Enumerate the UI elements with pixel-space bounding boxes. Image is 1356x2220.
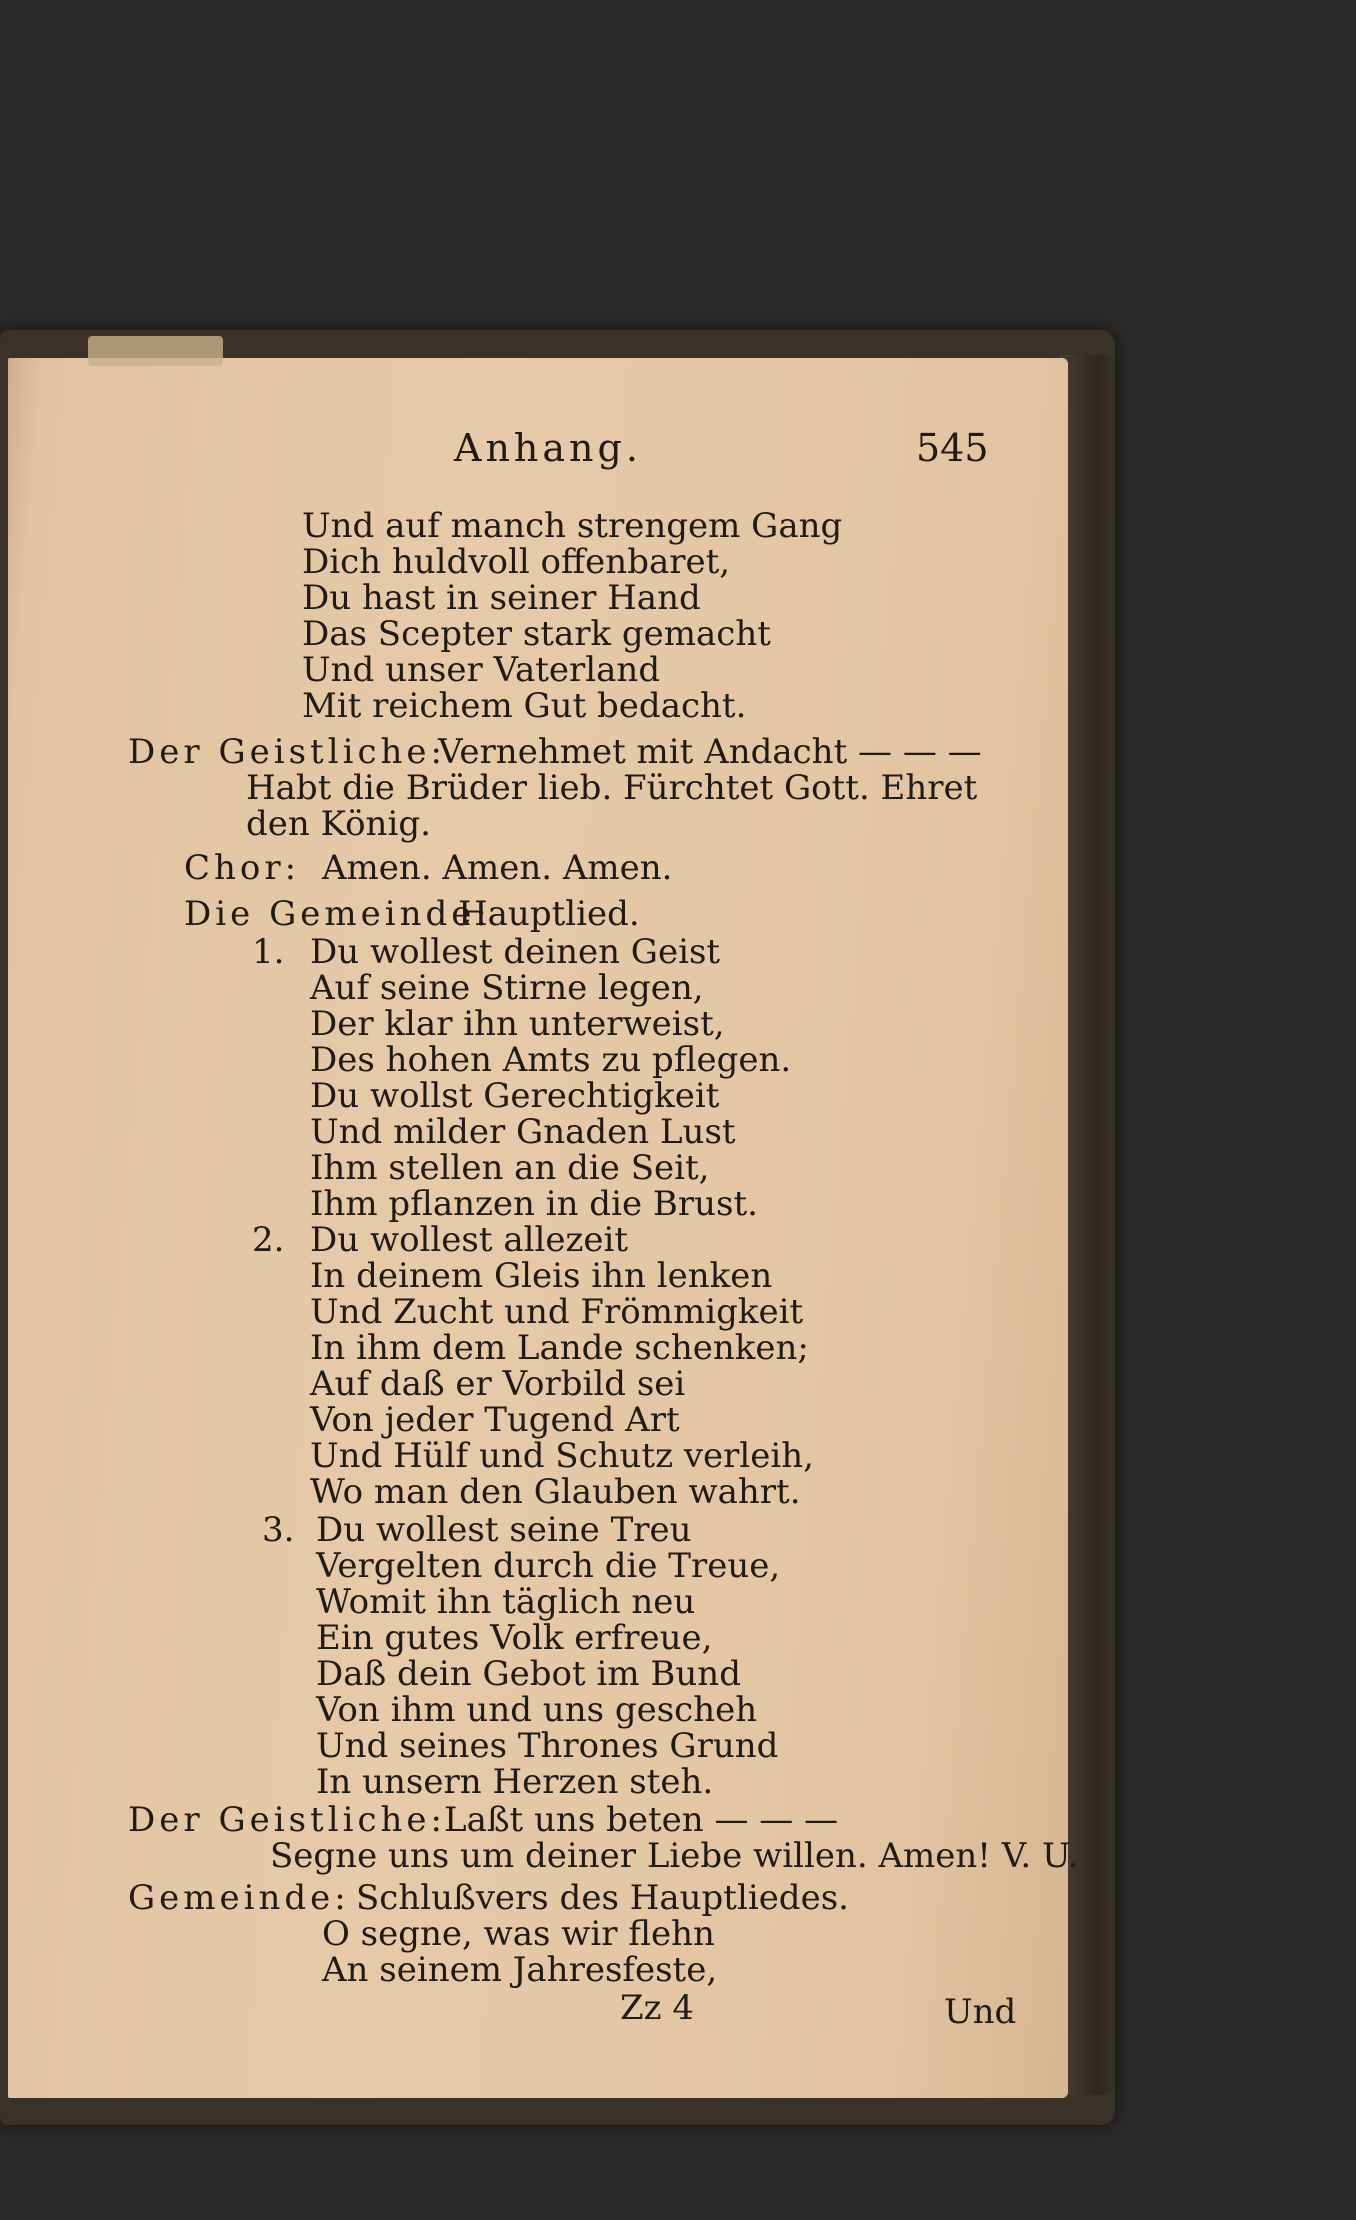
text-line: Der klar ihn unterweist, xyxy=(310,1004,725,1044)
text-line: Und auf manch strengem Gang xyxy=(302,506,843,546)
text-line: Du wollest allezeit xyxy=(310,1220,629,1260)
text-line: Hauptlied. xyxy=(458,894,640,934)
text-line: Du wollest seine Treu xyxy=(316,1510,692,1550)
text-line: Habt die Brüder lieb. Fürchtet Gott. Ehret xyxy=(246,768,978,808)
verse-number: 1. xyxy=(252,932,285,972)
text-line: In unsern Herzen steh. xyxy=(316,1762,714,1802)
text-line: Laßt uns beten — — — xyxy=(444,1800,839,1840)
text-line: Dich huldvoll offenbaret, xyxy=(302,542,731,582)
text-line: Schlußvers des Hauptliedes. xyxy=(356,1878,849,1918)
verse-number: 3. xyxy=(262,1510,295,1550)
text-line: Daß dein Gebot im Bund xyxy=(316,1654,741,1694)
text-line: Vernehmet mit Andacht — — — xyxy=(438,732,982,772)
text-line: Und Zucht und Frömmigkeit xyxy=(310,1292,804,1332)
text-line: Und milder Gnaden Lust xyxy=(310,1112,736,1152)
text-line: Und Hülf und Schutz verleih, xyxy=(310,1436,814,1476)
signature-mark: Zz 4 xyxy=(620,1988,694,2028)
text-line: An seinem Jahresfeste, xyxy=(322,1950,718,1990)
text-line: In ihm dem Lande schenken; xyxy=(310,1328,809,1368)
text-line: Du wollest deinen Geist xyxy=(310,932,721,972)
text-line: Das Scepter stark gemacht xyxy=(302,614,771,654)
speaker-label: Chor: xyxy=(184,848,301,888)
text-line: Wo man den Glauben wahrt. xyxy=(310,1472,801,1512)
text-line: Von jeder Tugend Art xyxy=(310,1400,680,1440)
text-line: Auf seine Stirne legen, xyxy=(310,968,704,1008)
speaker-label: Der Geistliche: xyxy=(128,1800,446,1840)
text-line: Womit ihn täglich neu xyxy=(316,1582,696,1622)
text-line: Und seines Thrones Grund xyxy=(316,1726,779,1766)
text-line: Vergelten durch die Treue, xyxy=(316,1546,781,1586)
text-line: Ihm pflanzen in die Brust. xyxy=(310,1184,758,1224)
text-line: Des hohen Amts zu pflegen. xyxy=(310,1040,792,1080)
text-line: O segne, was wir flehn xyxy=(322,1914,715,1954)
page-stain xyxy=(88,336,223,366)
text-line: Segne uns um deiner Liebe willen. Amen! V. U. xyxy=(270,1836,1079,1876)
speaker-label: Die Gemeinde: xyxy=(184,894,491,934)
speaker-label: Der Geistliche: xyxy=(128,732,446,772)
text-line: Du hast in seiner Hand xyxy=(302,578,701,618)
text-line: Amen. Amen. Amen. xyxy=(322,848,673,888)
text-line: Ihm stellen an die Seit, xyxy=(310,1148,710,1188)
verse-number: 2. xyxy=(252,1220,285,1260)
text-line: Mit reichem Gut bedacht. xyxy=(302,686,747,726)
text-line: Du wollst Gerechtigkeit xyxy=(310,1076,720,1116)
page-number: 545 xyxy=(916,426,989,470)
book-spine-edge xyxy=(1060,355,1115,2095)
book-page xyxy=(8,358,1079,2098)
text-line: In deinem Gleis ihn lenken xyxy=(310,1256,773,1296)
speaker-label: Gemeinde: xyxy=(128,1878,350,1918)
text-line: Von ihm und uns gescheh xyxy=(316,1690,758,1730)
text-line: Auf daß er Vorbild sei xyxy=(310,1364,686,1404)
text-line: den König. xyxy=(246,804,431,844)
text-line: Und unser Vaterland xyxy=(302,650,661,690)
catchword: Und xyxy=(944,1992,1017,2032)
text-line: Ein gutes Volk erfreue, xyxy=(316,1618,713,1658)
running-head: Anhang. xyxy=(454,426,642,470)
